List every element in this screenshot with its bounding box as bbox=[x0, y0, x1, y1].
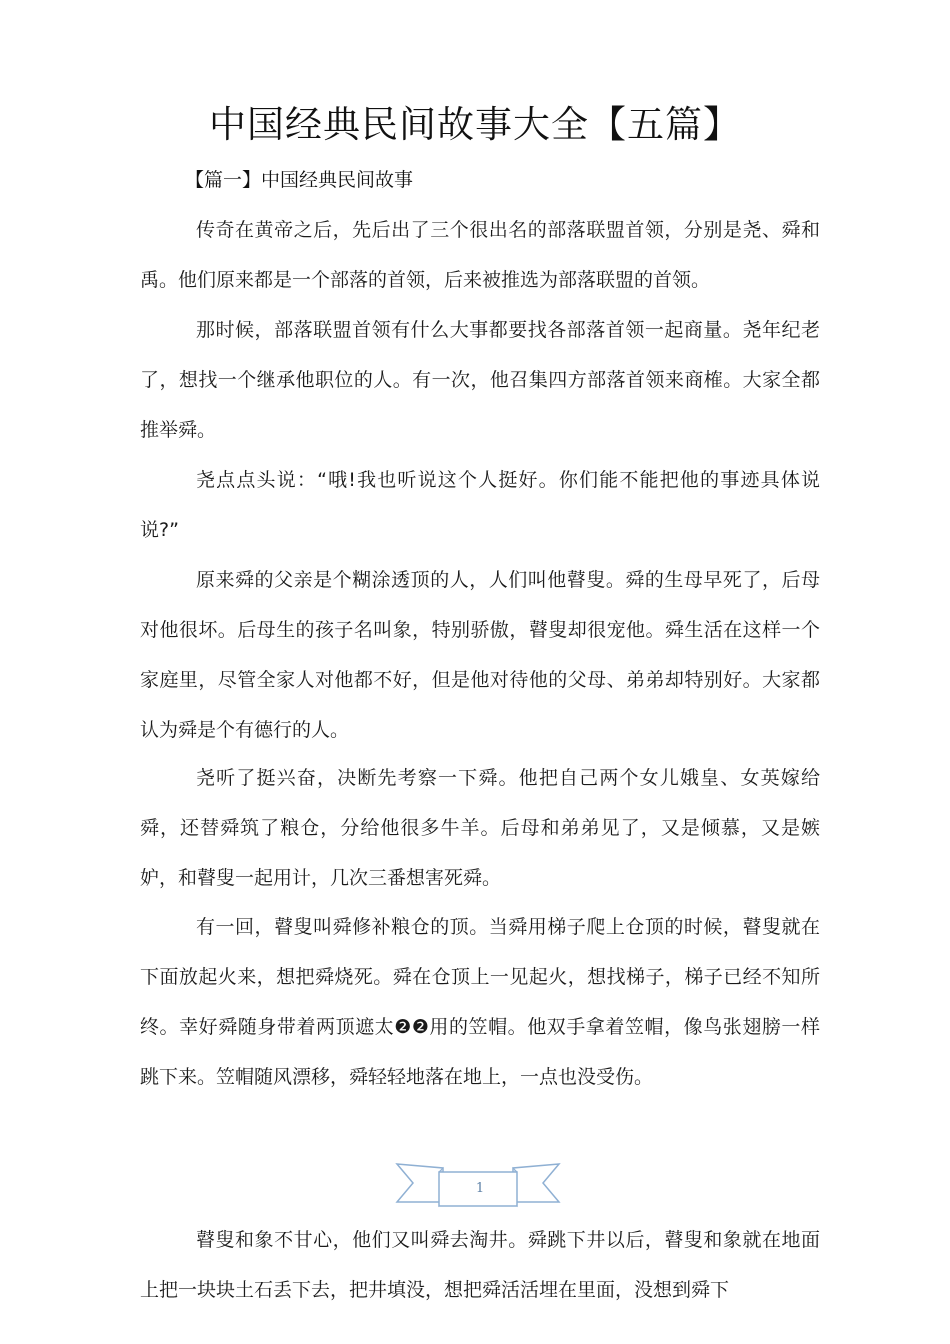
paragraph-6: 有一回，瞽叟叫舜修补粮仓的顶。当舜用梯子爬上仓顶的时候，瞽叟就在下面放起火来，想把舜烧死。舜在仓顶上一见起火，想找梯子，梯子已经不知所终。幸好舜随身带着两顶遮太❷❷用的笠帽。他双手拿着笠帽，像鸟张翅膀一样跳下来。笠帽随风漂移，舜轻轻地落在地上，一点也没受伤。 bbox=[140, 916, 820, 1088]
paragraph-5: 尧听了挺兴奋，决断先考察一下舜。他把自己两个女儿娥皇、女英嫁给舜，还替舜筑了粮仓，分给他很多牛羊。后母和弟弟见了，又是倾慕，又是嫉妒，和瞽叟一起用计，几次三番想害死舜。 bbox=[140, 767, 820, 889]
paragraph-2: 那时候，部落联盟首领有什么大事都要找各部落首领一起商量。尧年纪老了，想找一个继承他职位的人。有一次，他召集四方部落首领来商榷。大家全都推举舜。 bbox=[140, 319, 820, 441]
paragraph-4: 原来舜的父亲是个糊涂透顶的人，人们叫他瞽叟。舜的生母早死了，后母对他很坏。后母生的孩子名叫象，特别骄傲，瞽叟却很宠他。舜生活在这样一个家庭里，尽管全家人对他都不好，但是他对待他的父母、弟弟却特别好。大家都认为舜是个有德行的人。 bbox=[140, 569, 820, 741]
paragraph-3: 尧点点头说：“哦!我也听说这个人挺好。你们能不能把他的事迹具体说说?” bbox=[140, 469, 820, 541]
section-heading: 【篇一】中国经典民间故事 bbox=[185, 169, 414, 191]
page-number: 1 bbox=[475, 1181, 485, 1196]
paragraph-1: 传奇在黄帝之后，先后出了三个很出名的部落联盟首领，分别是尧、舜和禹。他们原来都是一个部落的首领，后来被推选为部落联盟的首领。 bbox=[140, 219, 820, 291]
paragraph-7: 瞽叟和象不甘心，他们又叫舜去淘井。舜跳下井以后，瞽叟和象就在地面上把一块块土石丢下去，把井填没，想把舜活活埋在里面，没想到舜下 bbox=[140, 1229, 820, 1301]
document-title: 中国经典民间故事大全【五篇】 bbox=[209, 103, 741, 146]
